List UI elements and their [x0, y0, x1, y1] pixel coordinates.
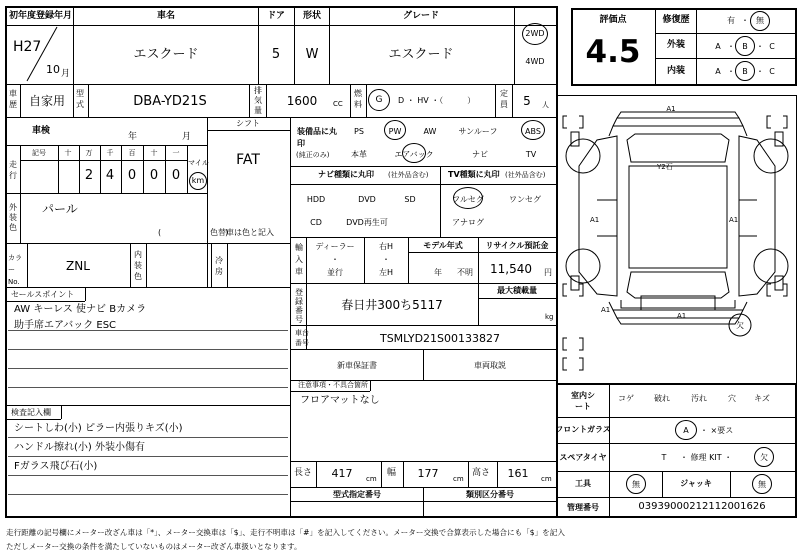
tv-oneseg: ワンセグ — [509, 195, 541, 204]
diagram-mark-a1-rear-left: A1 — [601, 306, 611, 314]
interior-color-label: 内装色 — [134, 250, 142, 281]
jack-none: 無 — [758, 480, 766, 489]
color-paren: ( ) — [158, 228, 229, 237]
seat-dirt: 汚れ — [691, 394, 707, 403]
registration-label: 登録番号 — [295, 288, 303, 324]
mileage-km: km — [191, 176, 205, 185]
inspection-year: 年 — [128, 132, 138, 142]
jack-label: ジャッキ — [680, 479, 712, 488]
drive-4wd: 4WD — [525, 57, 545, 66]
mileage-unit-4: 十 — [150, 149, 158, 157]
mileage-digit-2: 0 — [127, 168, 137, 183]
equip-aw: AW — [423, 127, 437, 136]
import-left-h: 左H — [378, 268, 394, 277]
diagram-mark-a1-rear: A1 — [677, 312, 687, 320]
import-parallel: 並行 — [327, 268, 343, 277]
fuel-g: G — [375, 95, 383, 105]
import-dot: ・ — [331, 255, 339, 264]
model-year-unknown: 不明 — [457, 268, 473, 277]
fuel-options: D ・ HV ・（ ） — [398, 96, 476, 105]
interior-a: A — [715, 67, 721, 76]
inspection-month: 月 — [182, 132, 192, 142]
sales-line-2: 助手席エアバック ESC — [14, 320, 117, 331]
sales-points-label: セールスポイント — [11, 290, 75, 299]
new-car-warranty: 新車保証書 — [337, 361, 377, 370]
exterior-b: B — [742, 42, 748, 51]
repair-dot: ・ — [741, 16, 749, 25]
diagram-mark-absent: 欠 — [736, 321, 744, 330]
notes-value: フロアマットなし — [300, 395, 380, 406]
shape-label: 形状 — [302, 11, 322, 21]
exterior-c: C — [769, 42, 775, 51]
import-right-h: 右H — [378, 242, 394, 251]
mileage-mile: マイル — [188, 159, 209, 167]
equip-navi: ナビ — [472, 150, 488, 159]
inspector-line-3: Fガラス飛び石(小) — [14, 461, 98, 472]
mileage-unit-2: 千 — [106, 149, 114, 157]
model-year-label: モデル年式 — [423, 241, 463, 250]
tv-fullseg: フルセグ — [452, 195, 484, 204]
import-dealer: ディーラー — [315, 242, 355, 251]
windshield-label: フロントガラス — [555, 425, 611, 434]
seat-scorch: コゲ — [618, 394, 634, 403]
displacement-label: 排気量 — [254, 86, 262, 115]
shift-value: FAT — [236, 152, 260, 168]
length-label: 長さ — [294, 468, 313, 478]
drive-2wd: 2WD — [525, 29, 545, 38]
car-body-diagram — [557, 96, 796, 383]
score-label: 評価点 — [599, 15, 627, 25]
model-year-year: 年 — [434, 268, 442, 277]
score-value: 4.5 — [585, 34, 641, 70]
inspector-line-1: シートしわ(小) ピラー内張りキズ(小) — [14, 423, 183, 434]
spare-tire-label: スペアタイヤ — [559, 453, 607, 462]
color-note: 色替車は色と記入 — [210, 228, 274, 237]
mileage-kigo: 記号 — [32, 149, 46, 157]
management-value: 0393900021211200162​6 — [638, 501, 766, 512]
mileage-unit-3: 百 — [128, 149, 136, 157]
mileage-unit-5: 一 — [172, 149, 180, 157]
repair-yes: 有 — [727, 16, 735, 25]
diagram-mark-a1-left: A1 — [590, 216, 600, 224]
grade-label: グレード — [402, 11, 440, 21]
car-name-value: エスクード — [133, 47, 199, 62]
equipment-label: 装備品に丸印 — [297, 127, 337, 148]
tools-none: 無 — [632, 480, 640, 489]
equip-abs: ABS — [525, 127, 541, 136]
navi-label: ナビ種類に丸印 — [318, 170, 374, 179]
model-label: 型式 — [76, 89, 84, 109]
first-reg-label: 初年度登録年月 — [9, 11, 73, 21]
spare-t: T — [661, 453, 667, 462]
shift-label: シフト — [236, 119, 260, 128]
notes-label: 注意事項・不具合箇所 — [298, 381, 368, 389]
use-value: 自家用 — [28, 94, 66, 108]
diagram-mark-a1-right: A1 — [729, 216, 739, 224]
doors-value: 5 — [271, 47, 281, 62]
navi-dvd: DVD — [358, 195, 376, 204]
seat-tear: 破れ — [654, 394, 670, 403]
length-value: 417 — [331, 467, 353, 480]
first-reg-month-unit: 月 — [61, 69, 71, 79]
color-no-label: カラーNo. — [8, 254, 22, 286]
grade-value: エスクード — [388, 47, 454, 62]
windshield-x: ・ ×要ス — [700, 426, 734, 435]
width-unit: cm — [453, 475, 464, 483]
tv-label: TV種類に丸印 — [448, 170, 500, 179]
door-label: ドア — [267, 11, 285, 21]
interior-dot-1: ・ — [727, 67, 735, 76]
exterior-dot-1: ・ — [727, 42, 735, 51]
diagram-mark-stone: Y2石 — [657, 163, 673, 171]
color-label: 外装色 — [9, 203, 17, 232]
shape-value: W — [305, 47, 319, 62]
width-label: 幅 — [387, 468, 397, 478]
registration-value: 春日井300ち5117 — [341, 298, 443, 312]
footer-note-2: ただしメーター交換の条件を満たしていないものはメーター改ざん車扱いとなります。 — [6, 542, 302, 551]
interior-c: C — [769, 67, 775, 76]
management-label: 管理番号 — [567, 503, 599, 512]
first-reg-month: 10 — [46, 63, 60, 76]
equip-sunroof: サンルーフ — [458, 127, 498, 136]
color-no-value: ZNL — [66, 259, 90, 273]
exterior-a: A — [715, 42, 721, 51]
height-value: 161 — [507, 467, 529, 480]
seat-hole: 穴 — [728, 394, 736, 403]
equip-ps: PS — [354, 127, 364, 136]
equipment-sub: (純正のみ) — [296, 151, 330, 159]
interior-label: 内装 — [666, 66, 686, 76]
mileage-unit-1: 万 — [85, 149, 93, 157]
displacement-value: 1600 — [286, 94, 318, 108]
recycle-unit: 円 — [544, 268, 552, 277]
model-value: DBA-YD21S — [133, 94, 207, 109]
seat-scratch: キズ — [754, 394, 770, 403]
width-value: 177 — [417, 467, 439, 480]
tools-label: 工具 — [575, 479, 591, 488]
recycle-label: リサイクル預託金 — [485, 241, 549, 250]
color-value: パール — [42, 202, 78, 216]
tv-analog: アナログ — [452, 218, 484, 227]
vehicle-manual: 車両取説 — [474, 361, 506, 370]
class-number-label: 類別区分番号 — [466, 490, 514, 499]
navi-sd: SD — [404, 195, 416, 204]
capacity-label: 定員 — [500, 89, 508, 109]
mileage-digit-1: 4 — [105, 168, 115, 183]
footer-note-1: 走行距離の記号欄にメーター改ざん車は「*」、メーター交換車は「$」、走行不明車は「#」を記入してください。メーター交換で合算表示した場合にも「$」を記入 — [6, 528, 565, 537]
equip-airbag: エアバック — [394, 150, 434, 159]
import-dot-2: ・ — [382, 255, 390, 264]
mileage-digit-3: 0 — [149, 168, 159, 183]
inspection-label: 車検 — [32, 126, 51, 136]
exterior-dot-2: ・ — [756, 42, 764, 51]
exterior-label: 外装 — [666, 40, 686, 50]
cold-label: 冷房 — [215, 256, 223, 276]
mileage-digit-0: 2 — [84, 168, 94, 183]
inspector-label: 検査記入欄 — [11, 408, 51, 417]
repair-no: 無 — [756, 16, 764, 25]
height-label: 高さ — [472, 468, 491, 478]
spare-absent: 欠 — [760, 453, 768, 462]
displacement-unit: CC — [333, 100, 343, 108]
capacity-value: 5 — [523, 94, 531, 108]
interior-dot-2: ・ — [756, 67, 764, 76]
seat-label: 室内シート — [571, 391, 595, 411]
capacity-unit: 人 — [542, 101, 549, 109]
max-load-label: 最大積載量 — [497, 286, 537, 295]
first-reg-year: H27 — [13, 39, 42, 55]
sales-line-1: AW キーレス 使ナビ Bカメラ — [14, 304, 147, 315]
mileage-label: 走行 — [9, 160, 17, 180]
navi-cd: CD — [310, 218, 322, 227]
car-name-label: 車名 — [156, 11, 176, 21]
navi-sub: (社外品含む) — [388, 171, 429, 179]
tv-sub: (社外品含む) — [505, 171, 546, 179]
interior-b: B — [742, 67, 748, 76]
repair-label: 修復歴 — [662, 15, 690, 25]
mileage-unit-0: 十 — [64, 149, 72, 157]
height-unit: cm — [541, 475, 552, 483]
length-unit: cm — [366, 475, 377, 483]
navi-dvd-play: DVD再生可 — [346, 218, 388, 227]
navi-hdd: HDD — [306, 195, 326, 204]
chassis-label: 車台番号 — [295, 329, 309, 347]
equip-leather: 本革 — [351, 150, 367, 159]
inspector-line-2: ハンドル擦れ(小) 外装小傷有 — [14, 442, 145, 453]
equip-tv: TV — [525, 150, 537, 159]
windshield-a: A — [683, 426, 689, 435]
spare-kit: ・ 修理 KIT ・ — [680, 453, 733, 462]
import-label: 輸入車 — [295, 243, 303, 276]
max-load-unit: kg — [545, 313, 554, 321]
mileage-digit-4: 0 — [171, 168, 181, 183]
equip-pw: PW — [388, 127, 402, 136]
diagram-mark-a1-front: A1 — [666, 105, 676, 113]
fuel-label: 燃料 — [354, 89, 362, 109]
type-designation-label: 型式指定番号 — [333, 490, 381, 499]
recycle-value: 11,540 — [490, 262, 532, 276]
chassis-value: TSMLYD21S00133827 — [379, 332, 501, 345]
use-label: 車歴 — [9, 89, 17, 109]
